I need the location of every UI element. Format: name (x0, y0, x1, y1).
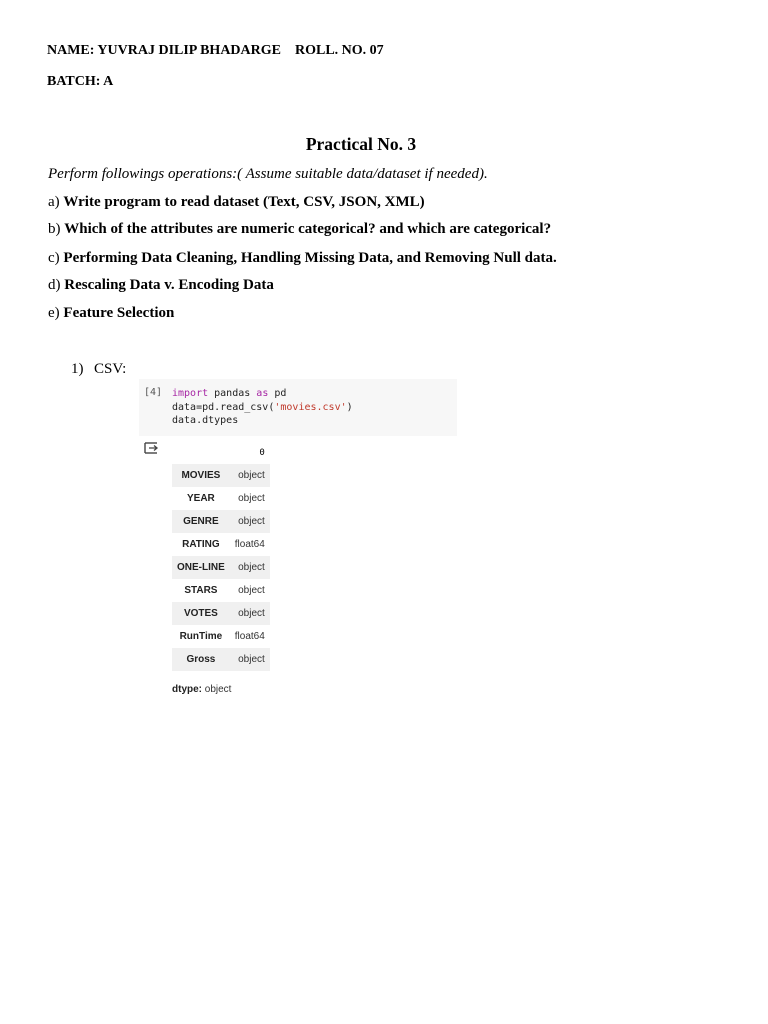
code-token: ) (346, 401, 353, 413)
table-row (172, 464, 270, 487)
row-label: Gross (172, 648, 230, 671)
task-item (48, 250, 557, 267)
task-label: b) (48, 221, 61, 237)
page-title: Practical No. 3 (305, 134, 417, 154)
table-corner (172, 441, 230, 464)
code-keyword: as (256, 388, 269, 399)
task-item (48, 277, 274, 294)
task-label: c) (48, 250, 60, 266)
task-item (48, 194, 425, 211)
row-label: ONE-LINE (172, 556, 230, 579)
row-label: RunTime (179, 631, 223, 642)
student-header (47, 43, 384, 59)
task-text: Write program to read dataset (Text, CSV, JSON, XML) (63, 194, 425, 210)
roll-number: ROLL. NO. 07 (295, 43, 384, 58)
row-label: VOTES (172, 602, 230, 625)
task-label: e) (48, 305, 60, 321)
dtype-value: object (202, 684, 232, 695)
task-label: d) (48, 277, 61, 293)
row-label: RATING (182, 539, 220, 550)
row-dtype: float64 (234, 539, 265, 550)
row-label: STARS (184, 585, 218, 596)
code-cell[interactable] (139, 379, 457, 436)
row-label: MOVIES (172, 464, 230, 487)
row-dtype: object (230, 464, 270, 487)
section-number: 1) (71, 361, 84, 377)
row-dtype: object (230, 602, 270, 625)
dtypes-table (172, 441, 270, 671)
row-dtype: object (230, 648, 270, 671)
table-row (172, 556, 270, 579)
intro-text: Perform followings operations:( Assume suitable data/dataset if needed). (48, 166, 488, 182)
dtype-footer (172, 684, 231, 695)
table-row (172, 533, 270, 556)
code-token: pd (268, 388, 287, 399)
code-editor[interactable] (172, 387, 353, 428)
task-text: Feature Selection (63, 305, 175, 321)
table-row (172, 579, 270, 602)
code-keyword: import (172, 388, 209, 399)
code-token: data.dtypes (172, 415, 239, 426)
row-dtype: object (230, 556, 270, 579)
section-heading (71, 361, 126, 378)
column-header: 0 (259, 447, 265, 458)
code-token: data=pd.read_csv( (172, 401, 275, 413)
task-label: a) (48, 194, 60, 210)
table-row (172, 602, 270, 625)
table-row (172, 510, 270, 533)
output-toggle-icon[interactable] (143, 440, 161, 456)
row-dtype: float64 (234, 631, 265, 642)
code-string: 'movies.csv' (274, 401, 347, 413)
batch: BATCH: A (47, 74, 114, 89)
row-dtype: object (238, 585, 265, 596)
task-item (48, 305, 174, 322)
table-row (172, 487, 270, 510)
table-row (172, 625, 270, 648)
row-dtype: object (238, 493, 265, 504)
task-text: Rescaling Data v. Encoding Data (64, 277, 274, 293)
task-text: Performing Data Cleaning, Handling Missing Data, and Removing Null data. (63, 250, 557, 266)
table-header-row (172, 441, 270, 464)
task-item (48, 221, 551, 238)
table-row (172, 648, 270, 671)
task-text: Which of the attributes are numeric categorical? and which are categorical? (64, 221, 552, 237)
row-label: GENRE (172, 510, 230, 533)
code-token: pandas (208, 388, 257, 399)
execution-count: [4] (144, 387, 163, 398)
student-name: NAME: YUVRAJ DILIP BHADARGE (47, 43, 281, 58)
dtype-label: dtype: (172, 684, 202, 695)
row-dtype: object (230, 510, 270, 533)
section-label: CSV: (94, 361, 127, 377)
row-label: YEAR (186, 493, 215, 504)
